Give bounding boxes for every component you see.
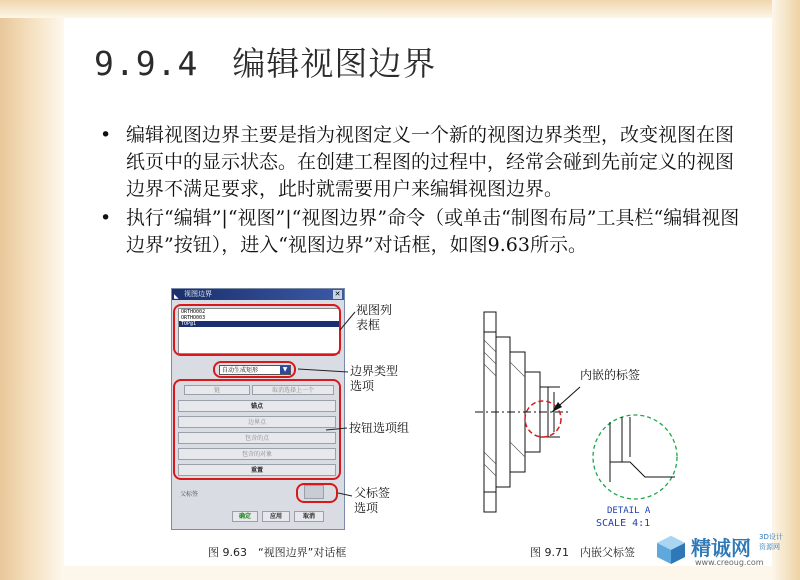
included-object-button[interactable]: 包含的对象 <box>178 448 336 460</box>
logo-sub-1: 3D设计 <box>759 533 783 541</box>
callout-inset-label: 内嵌的标签 <box>580 368 641 382</box>
anchor-button[interactable]: 锚点 <box>178 400 336 412</box>
list-item[interactable]: ORTHO003 <box>181 315 206 321</box>
close-icon[interactable]: ✕ <box>334 290 341 298</box>
bullet-text: 执行“编辑”|“视图”|“视图边界”命令（或单击“制图布局”工具栏“编辑视图边界”按钮），进入“视图边界”对话框，如图9.63所示。 <box>126 207 740 256</box>
reset-button[interactable]: 重置 <box>178 464 336 476</box>
logo-url: www.creoug.com <box>695 558 764 567</box>
cube-logo-icon <box>655 534 687 566</box>
scale-label: SCALE 4:1 <box>596 518 651 529</box>
figure-caption-left: 图 9.63 “视图边界”对话框 <box>208 546 347 559</box>
boundary-point-button[interactable]: 边界点 <box>178 416 336 428</box>
cancel-button[interactable]: 取消 <box>294 511 324 522</box>
cancel-last-button[interactable]: 取消选择上一个 <box>252 385 334 395</box>
app-icon: ◣ <box>174 293 179 300</box>
callout-parent-label <box>354 486 390 516</box>
list-item-selected[interactable]: TOP@1 <box>179 321 339 327</box>
figure-caption-right: 图 9.71 内嵌父标签 <box>530 546 635 559</box>
bullet-text: 编辑视图边界主要是指为视图定义一个新的视图边界类型，改变视图在图纸页中的显示状态。在创建工程图的过程中，经常会碰到先前定义的视图边界不满足要求，此时就需要用户来编辑视图边界。 <box>126 124 735 200</box>
logo-name: 精诚网 <box>691 536 751 560</box>
callout-view-list <box>356 303 392 333</box>
callout-button-group <box>349 421 409 436</box>
parent-label-text: 父标签 <box>180 491 199 498</box>
site-logo <box>655 528 795 576</box>
logo-sub-2: 资源网 <box>759 543 780 551</box>
bullet-icon: • <box>100 124 112 146</box>
ok-button[interactable]: 确定 <box>232 511 258 522</box>
boundary-type-value: 自动生成矩形 <box>222 367 259 374</box>
callout-boundary-type <box>350 364 398 394</box>
dialog-title: 视图边界 <box>184 290 212 298</box>
chevron-down-icon[interactable]: ▼ <box>280 366 290 374</box>
detail-label: DETAIL A <box>607 506 651 516</box>
slide-title: 9.9.4 编辑视图边界 <box>94 44 437 83</box>
list-item[interactable]: ORTHO002 <box>181 309 206 315</box>
apply-button[interactable]: 应用 <box>262 511 290 522</box>
callout-text: 边界类型 选项 <box>350 364 399 393</box>
callout-text: 按钮选项组 <box>349 421 410 435</box>
included-point-button[interactable]: 包含的点 <box>178 432 336 444</box>
bullet-icon: • <box>100 207 112 229</box>
engineering-drawing <box>470 292 680 542</box>
chain-button[interactable]: 链 <box>184 385 250 395</box>
callout-text: 父标签 选项 <box>354 486 391 515</box>
callout-text: 视图列 表框 <box>356 303 393 332</box>
